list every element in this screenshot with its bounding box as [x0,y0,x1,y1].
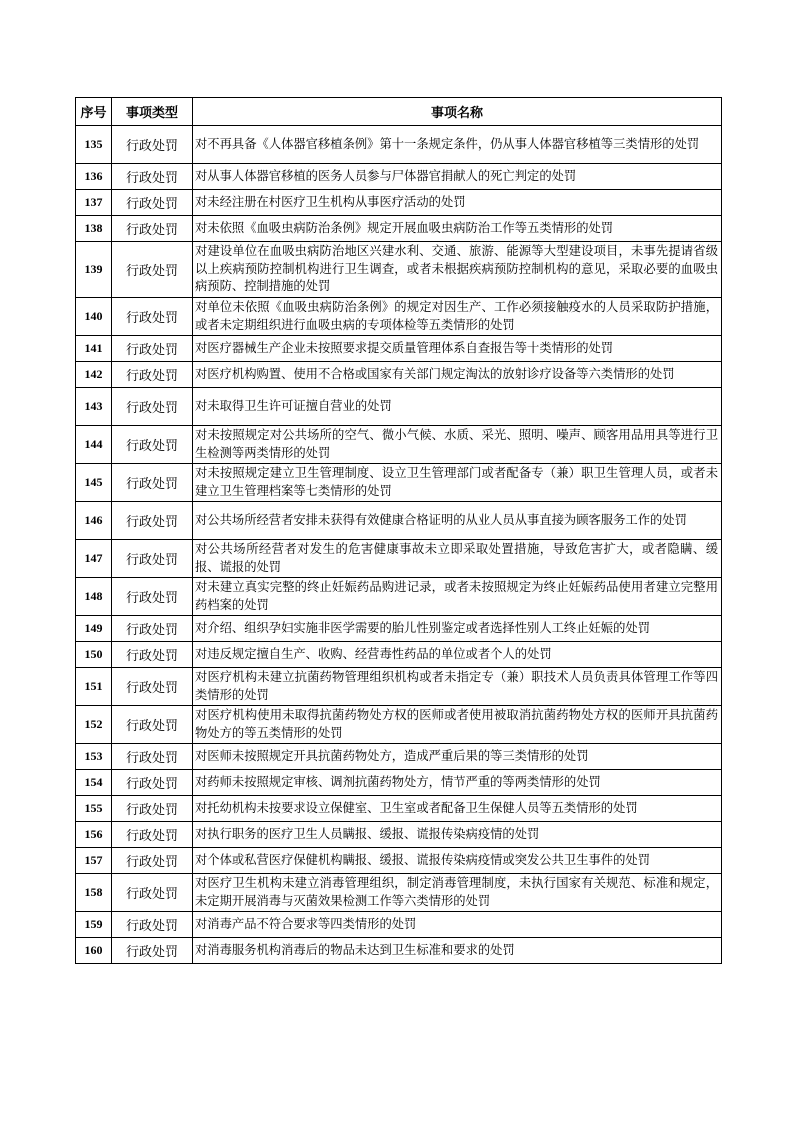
row-serial-number: 158 [76,874,112,912]
table-row [76,912,722,938]
row-item-name: 对未按照规定对公共场所的空气、微小气候、水质、采光、照明、噪声、顾客用品用具等进行卫生检测等两类情形的处罚 [193,426,722,464]
row-serial-number: 148 [76,578,112,616]
table-row [76,464,722,502]
row-serial-number: 135 [76,126,112,164]
row-item-name: 对消毒产品不符合要求等四类情形的处罚 [193,912,722,938]
row-item-type: 行政处罚 [112,190,193,216]
row-item-type: 行政处罚 [112,796,193,822]
row-item-type: 行政处罚 [112,706,193,744]
row-serial-number: 138 [76,216,112,242]
row-serial-number: 139 [76,242,112,298]
row-item-name: 对医疗机构未建立抗菌药物管理组织机构或者未指定专（兼）职技术人员负责具体管理工作等四类情形的处罚 [193,668,722,706]
row-item-type: 行政处罚 [112,502,193,540]
table-row [76,216,722,242]
row-item-name: 对个体或私营医疗保健机构瞒报、缓报、谎报传染病疫情或突发公共卫生事件的处罚 [193,848,722,874]
table-row [76,502,722,540]
row-serial-number: 144 [76,426,112,464]
table-row [76,164,722,190]
row-item-name: 对托幼机构未按要求设立保健室、卫生室或者配备卫生保健人员等五类情形的处罚 [193,796,722,822]
table-row [76,822,722,848]
row-item-type: 行政处罚 [112,336,193,362]
table-row [76,770,722,796]
table-row [76,706,722,744]
row-item-name: 对未建立真实完整的终止妊娠药品购进记录，或者未按照规定为终止妊娠药品使用者建立完整用药档案的处罚 [193,578,722,616]
row-serial-number: 152 [76,706,112,744]
table-row [76,362,722,388]
row-item-type: 行政处罚 [112,388,193,426]
row-item-type: 行政处罚 [112,848,193,874]
row-item-name: 对医师未按照规定开具抗菌药物处方，造成严重后果的等三类情形的处罚 [193,744,722,770]
row-item-type: 行政处罚 [112,642,193,668]
row-item-name: 对公共场所经营者对发生的危害健康事故未立即采取处置措施，导致危害扩大，或者隐瞒、缓报、谎报的处罚 [193,540,722,578]
row-item-name: 对医疗机构购置、使用不合格或国家有关部门规定淘汰的放射诊疗设备等六类情形的处罚 [193,362,722,388]
row-item-name: 对未取得卫生许可证擅自营业的处罚 [193,388,722,426]
row-serial-number: 145 [76,464,112,502]
row-serial-number: 157 [76,848,112,874]
table-row [76,190,722,216]
row-item-type: 行政处罚 [112,874,193,912]
row-serial-number: 155 [76,796,112,822]
header-item-type: 事项类型 [112,98,193,126]
row-serial-number: 149 [76,616,112,642]
row-serial-number: 143 [76,388,112,426]
row-item-type: 行政处罚 [112,912,193,938]
header-item-name: 事项名称 [193,98,722,126]
table-row [76,668,722,706]
row-item-name: 对医疗机构使用未取得抗菌药物处方权的医师或者使用被取消抗菌药物处方权的医师开具抗菌药物处方的等五类情形的处罚 [193,706,722,744]
row-serial-number: 153 [76,744,112,770]
row-item-name: 对未按照规定建立卫生管理制度、设立卫生管理部门或者配备专（兼）职卫生管理人员，或者未建立卫生管理档案等七类情形的处罚 [193,464,722,502]
row-item-type: 行政处罚 [112,822,193,848]
row-item-name: 对未经注册在村医疗卫生机构从事医疗活动的处罚 [193,190,722,216]
row-item-name: 对建设单位在血吸虫病防治地区兴建水利、交通、旅游、能源等大型建设项目，未事先提请省级以上疾病预防控制机构进行卫生调查，或者未根据疾病预防控制机构的意见，采取必要的血吸虫病预防、控制措施的处罚 [193,242,722,298]
row-item-type: 行政处罚 [112,242,193,298]
table-row [76,426,722,464]
row-item-type: 行政处罚 [112,164,193,190]
row-item-name: 对公共场所经营者安排未获得有效健康合格证明的从业人员从事直接为顾客服务工作的处罚 [193,502,722,540]
table-row [76,242,722,298]
table-row [76,126,722,164]
row-serial-number: 150 [76,642,112,668]
table-row [76,298,722,336]
row-serial-number: 159 [76,912,112,938]
row-serial-number: 156 [76,822,112,848]
row-serial-number: 160 [76,938,112,964]
row-item-name: 对介绍、组织孕妇实施非医学需要的胎儿性别鉴定或者选择性别人工终止妊娠的处罚 [193,616,722,642]
row-item-type: 行政处罚 [112,770,193,796]
row-serial-number: 151 [76,668,112,706]
table-row [76,744,722,770]
row-item-name: 对医疗卫生机构未建立消毒管理组织，制定消毒管理制度，未执行国家有关规范、标准和规定，未定期开展消毒与灭菌效果检测工作等六类情形的处罚 [193,874,722,912]
row-item-name: 对违反规定擅自生产、收购、经营毒性药品的单位或者个人的处罚 [193,642,722,668]
row-item-type: 行政处罚 [112,616,193,642]
row-item-type: 行政处罚 [112,668,193,706]
row-serial-number: 147 [76,540,112,578]
row-item-type: 行政处罚 [112,298,193,336]
row-item-type: 行政处罚 [112,362,193,388]
row-serial-number: 154 [76,770,112,796]
row-item-name: 对执行职务的医疗卫生人员瞒报、缓报、谎报传染病疫情的处罚 [193,822,722,848]
row-item-name: 对医疗器械生产企业未按照要求提交质量管理体系自查报告等十类情形的处罚 [193,336,722,362]
row-item-name: 对从事人体器官移植的医务人员参与尸体器官捐献人的死亡判定的处罚 [193,164,722,190]
row-item-type: 行政处罚 [112,938,193,964]
table-row [76,388,722,426]
table-row [76,848,722,874]
row-item-type: 行政处罚 [112,744,193,770]
row-item-name: 对药师未按照规定审核、调剂抗菌药物处方，情节严重的等两类情形的处罚 [193,770,722,796]
row-serial-number: 137 [76,190,112,216]
row-item-type: 行政处罚 [112,540,193,578]
row-item-name: 对单位未依照《血吸虫病防治条例》的规定对因生产、工作必须接触疫水的人员采取防护措施，或者未定期组织进行血吸虫病的专项体检等五类情形的处罚 [193,298,722,336]
row-item-type: 行政处罚 [112,578,193,616]
row-serial-number: 140 [76,298,112,336]
row-serial-number: 146 [76,502,112,540]
row-serial-number: 141 [76,336,112,362]
table-row [76,874,722,912]
table-row [76,336,722,362]
document-page [75,97,721,964]
table-row [76,796,722,822]
header-row [76,98,722,126]
row-item-type: 行政处罚 [112,126,193,164]
table-row [76,938,722,964]
row-item-name: 对不再具备《人体器官移植条例》第十一条规定条件，仍从事人体器官移植等三类情形的处罚 [193,126,722,164]
row-item-type: 行政处罚 [112,216,193,242]
row-serial-number: 136 [76,164,112,190]
table-row [76,642,722,668]
row-item-name: 对未依照《血吸虫病防治条例》规定开展血吸虫病防治工作等五类情形的处罚 [193,216,722,242]
row-serial-number: 142 [76,362,112,388]
table-row [76,578,722,616]
table-row [76,540,722,578]
row-item-type: 行政处罚 [112,426,193,464]
administrative-penalty-table [75,97,722,964]
header-serial-number: 序号 [76,98,112,126]
row-item-type: 行政处罚 [112,464,193,502]
table-row [76,616,722,642]
row-item-name: 对消毒服务机构消毒后的物品未达到卫生标准和要求的处罚 [193,938,722,964]
